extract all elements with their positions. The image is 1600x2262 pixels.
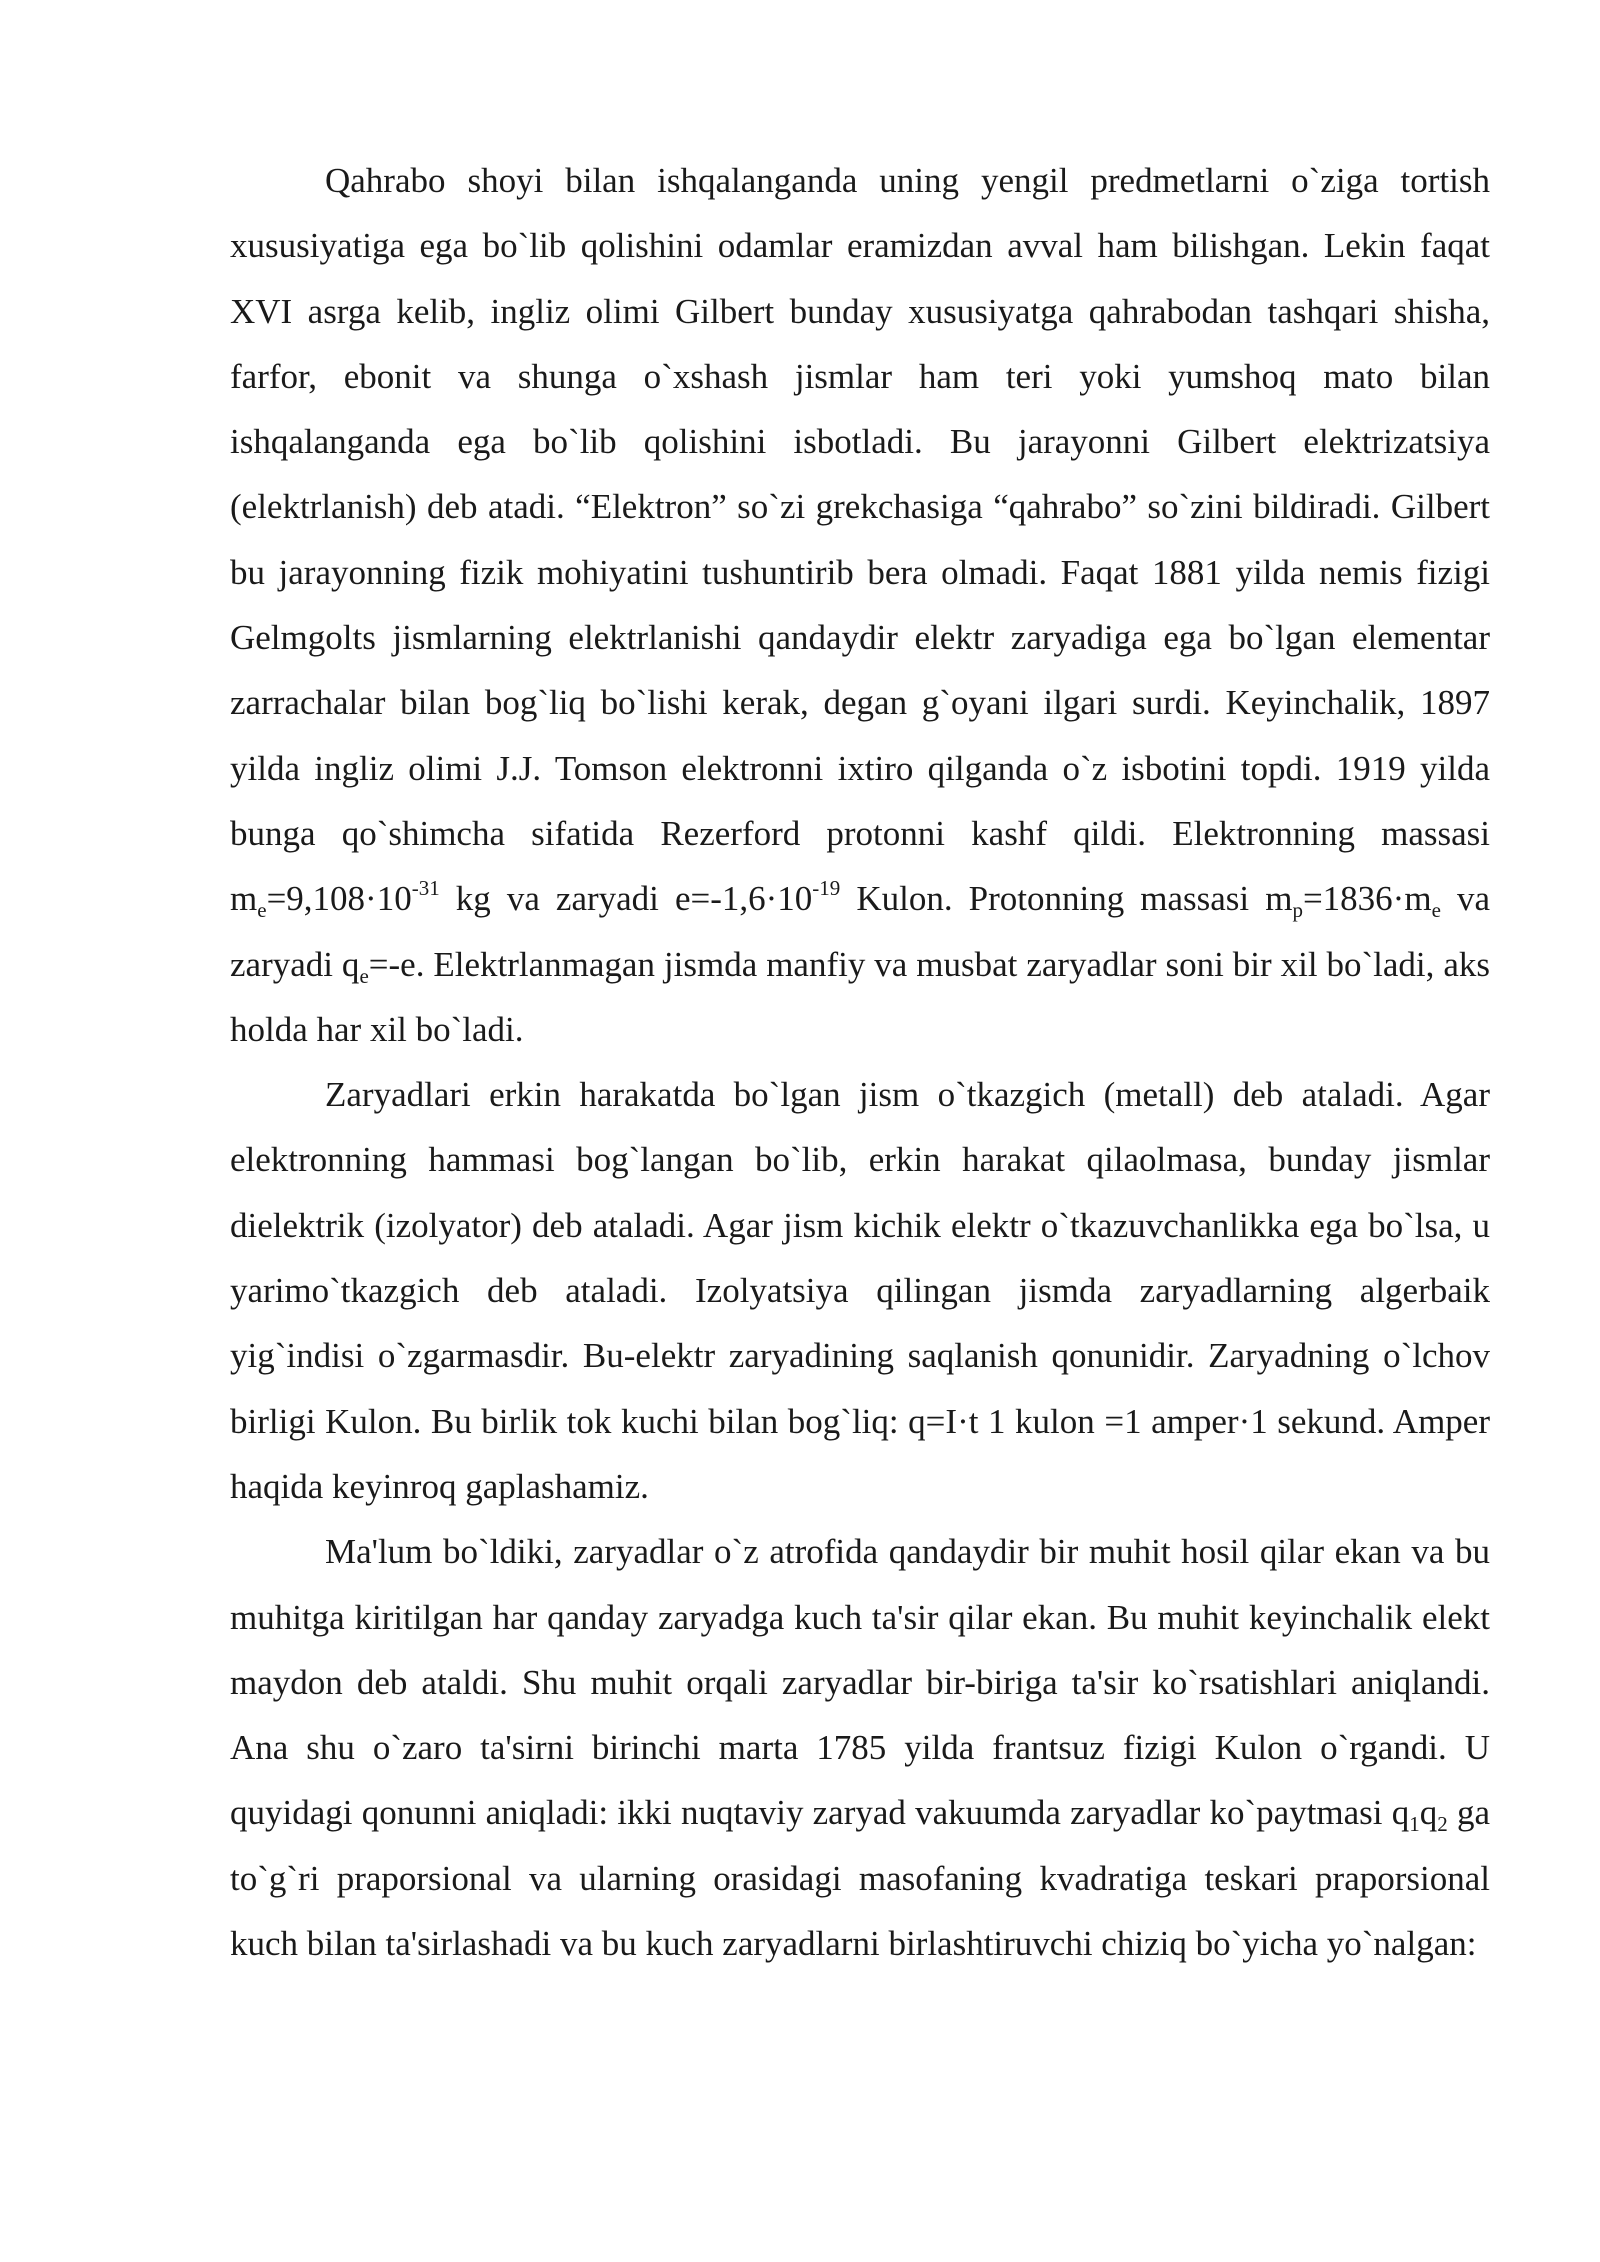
subscript: 2 [1437,1812,1448,1837]
text-run: =1836·m [1302,879,1432,919]
text-run: Zaryadlari erkin harakatda bo`lgan jism o`tkazgich (metall) deb ataladi. Agar elektronning hammasi bog`langan bo`lib, erkin harakat qilaolmasa, bunday jismlar dielektrik (izolyator) deb ataladi. Agar jism kichik elektr o`tkazuvchanlikka ega bo`lsa, u yarimo`tkazgich deb ataladi. Izolyatsiya qilingan jismda zaryadlarning algerbaik yig`indisi o`zgarmasdir. Bu-elektr zaryadining saqlanish qonunidir. Zaryadning o`lchov birligi Kulon. Bu birlik tok kuchi bilan bog`liq: q=I·t 1 kulon =1 amper·1 sekund. Amper haqida keyinroq gaplashamiz. [230,1075,1490,1506]
subscript: e [359,963,369,988]
superscript: -19 [812,876,841,901]
subscript: e [257,898,267,923]
subscript: 1 [1409,1812,1420,1837]
document-page [230,148,1490,1976]
text-run: Qahrabo shoyi bilan ishqalanganda uning yengil predmetlarni o`ziga tortish xususiyatiga ega bo`lib qolishini odamlar eramizdan avval ham bilishgan. Lekin faqat XVI asrga kelib, ingliz olimi Gilbert bunday xususiyatga qahrabodan tashqari shisha, farfor, ebonit va shunga o`xshash jismlar ham teri yoki yumshoq mato bilan ishqalanganda ega bo`lib qolishini isbotladi. Bu jarayonni Gilbert elektrizatsiya (elektrlanish) deb atadi. “Elektron” so`zi grekchasiga “qahrabo” so`zini bildiradi. Gilbert bu jarayonning fizik mohiyatini tushuntirib bera olmadi. Faqat 1881 yilda nemis fizigi Gelmgolts jismlarning elektrlanishi qandaydir elektr zaryadiga ega bo`lgan elementar zarrachalar bilan bog`liq bo`lishi kerak, degan g`oyani ilgari surdi. Keyinchalik, 1897 yilda ingliz olimi J.J. Tomson elektronni ixtiro qilganda o`z isbotini topdi. 1919 yilda bunga qo`shimcha sifatida Rezerford protonni kashf qildi. Elektronning massasi m [230,161,1490,919]
superscript: -31 [411,876,440,901]
paragraph-2 [230,1062,1490,1519]
text-run: ga to`g`ri praporsional va ularning orasidagi masofaning kvadratiga teskari praporsional kuch bilan ta'sirlashadi va bu kuch zaryadlarni birlashtiruvchi chiziq bo`yicha yo`nalgan: [230,1793,1490,1964]
text-run: Ma'lum bo`ldiki, zaryadlar o`z atrofida qandaydir bir muhit hosil qilar ekan va bu muhitga kiritilgan har qanday zaryadga kuch ta'sir qilar ekan. Bu muhit keyinchalik elekt maydon deb ataldi. Shu muhit orqali zaryadlar bir-biriga ta'sir ko`rsatishlari aniqlandi. Ana shu o`zaro ta'sirni birinchi marta 1785 yilda frantsuz fizigi Kulon o`rgandi. U quyidagi qonunni aniqladi: ikki nuqtaviy zaryad vakuumda zaryadlar ko`paytmasi q [230,1532,1490,1833]
paragraph-1 [230,148,1490,1062]
text-run: =9,108·10 [266,879,412,919]
paragraph-3 [230,1519,1490,1976]
text-run: Kulon. Protonning massasi m [840,879,1293,919]
text-run: kg va zaryadi e=-1,6·10 [439,879,813,919]
text-run: =-e. Elektrlanmagan jismda manfiy va musbat zaryadlar soni bir xil bo`ladi, aks holda har xil bo`ladi. [230,944,1490,1049]
text-run: va zaryadi q [230,879,1490,984]
text-run: q [1419,1793,1438,1833]
subscript: p [1292,898,1303,923]
subscript: e [1431,898,1441,923]
